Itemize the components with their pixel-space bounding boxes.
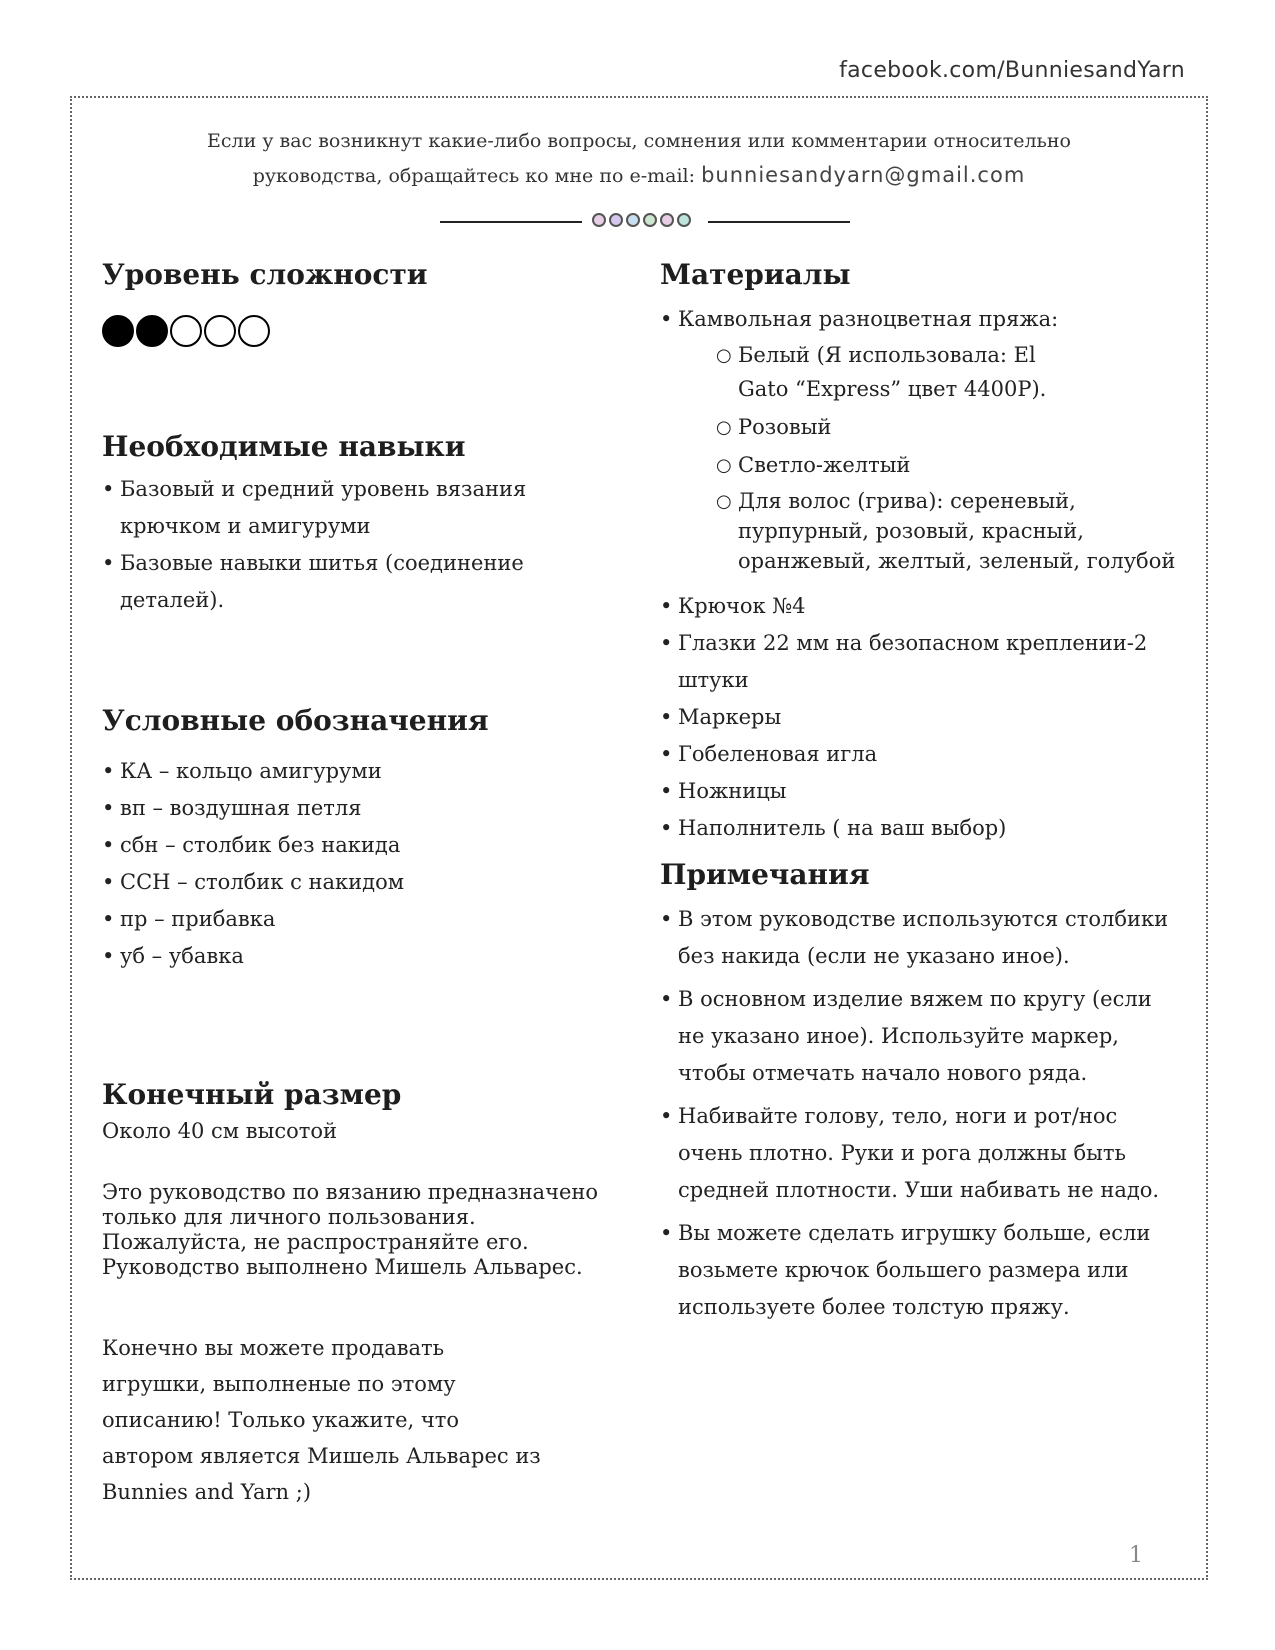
skills-list — [102, 471, 622, 619]
divider-dot-icon — [643, 213, 657, 227]
list-item: • Камвольная разноцветная пряжа: — [660, 301, 1195, 338]
list-item: • В основном изделие вяжем по кругу (если не указано иное). Используйте маркер, чтобы отмечать начало нового ряда. — [660, 981, 1180, 1092]
skills-section — [102, 430, 622, 619]
list-item: ○ Для волос (грива): сереневый, пурпурный, розовый, красный, оранжевый, желтый, зеленый, голубой — [716, 486, 1178, 576]
yarn-colors-list — [660, 338, 1195, 576]
notes-section — [660, 858, 1195, 1332]
contact-intro — [72, 124, 1206, 193]
divider-dot-icon — [592, 213, 606, 227]
divider-dot-icon — [626, 213, 640, 227]
intro-line-2-text: руководства, обращайтесь ко мне по e-mail: — [252, 165, 696, 187]
list-item: • вп – воздушная петля — [102, 790, 622, 827]
list-item: • Гобеленовая игла — [660, 736, 1195, 773]
list-item: • КА – кольцо амигуруми — [102, 753, 622, 790]
list-item: • Вы можете сделать игрушку больше, если возьмете крючок большего размера или используете более толстую пряжу. — [660, 1215, 1180, 1326]
divider-line-left — [440, 221, 582, 223]
list-item: • уб – убавка — [102, 938, 622, 975]
difficulty-empty-circle-icon — [170, 315, 202, 347]
abbreviations-list — [102, 753, 622, 975]
intro-line-1: Если у вас возникнут какие-либо вопросы, сомнения или комментарии относительно — [207, 130, 1071, 152]
divider-dot-icon — [609, 213, 623, 227]
divider-line-right — [708, 221, 850, 223]
divider-dot-icon — [660, 213, 674, 227]
size-value: Около 40 см высотой — [102, 1119, 338, 1143]
materials-section — [660, 258, 1195, 847]
list-item: • Ножницы — [660, 773, 1195, 810]
difficulty-title: Уровень сложности — [102, 258, 428, 291]
contact-email-link[interactable]: bunniesandyarn@gmail.com — [701, 163, 1026, 187]
usage-note: Это руководство по вязанию предназначено только для личного пользования. Пожалуйста, не распространяйте его. Руководство выполнено Мишель Альварес. — [102, 1180, 599, 1279]
divider-dot-icon — [677, 213, 691, 227]
list-item: • пр – прибавка — [102, 901, 622, 938]
list-item: • Наполнитель ( на ваш выбор) — [660, 810, 1195, 847]
difficulty-empty-circle-icon — [238, 315, 270, 347]
sell-note: Конечно вы можете продавать игрушки, выполненые по этому описанию! Только укажите, что автором является Мишель Альварес из Bunnies and Yarn ;) — [102, 1336, 541, 1504]
notes-list — [660, 901, 1180, 1326]
materials-yarn-list — [660, 301, 1195, 338]
list-item: ○ Белый (Я использовала: El Gato “Express” цвет 4400P). — [716, 338, 1068, 406]
list-item: • Набивайте голову, тело, ноги и рот/нос очень плотно. Руки и рога должны быть средней плотности. Уши набивать не надо. — [660, 1098, 1180, 1209]
list-item: • В этом руководстве используются столбики без накида (если не указано иное). — [660, 901, 1180, 975]
difficulty-filled-circle-icon — [102, 315, 134, 347]
page-number: 1 — [1129, 1543, 1143, 1568]
content-frame — [70, 96, 1208, 1580]
size-title: Конечный размер — [102, 1078, 402, 1111]
materials-title: Материалы — [660, 258, 851, 291]
difficulty-section — [102, 258, 622, 347]
abbreviations-section — [102, 704, 622, 975]
list-item: ○ Розовый — [716, 410, 1195, 444]
list-item: • ССН – столбик с накидом — [102, 864, 622, 901]
list-item: • сбн – столбик без накида — [102, 827, 622, 864]
list-item: ○ Светло-желтый — [716, 448, 1195, 482]
intro-line-2 — [72, 158, 1206, 193]
list-item: • Базовый и средний уровень вязания крючком и амигуруми — [102, 471, 622, 545]
materials-list — [660, 588, 1195, 847]
list-item: • Крючок №4 — [660, 588, 1195, 625]
skills-title: Необходимые навыки — [102, 430, 466, 463]
divider-dots — [592, 213, 691, 227]
list-item: • Базовые навыки шитья (соединение деталей). — [102, 545, 622, 619]
facebook-link[interactable]: facebook.com/BunniesandYarn — [839, 58, 1185, 83]
difficulty-filled-circle-icon — [136, 315, 168, 347]
notes-title: Примечания — [660, 858, 870, 891]
list-item: • Глазки 22 мм на безопасном креплении-2 штуки — [660, 625, 1195, 699]
difficulty-rating — [102, 315, 622, 347]
decorative-divider — [440, 212, 850, 232]
difficulty-empty-circle-icon — [204, 315, 236, 347]
abbreviations-title: Условные обозначения — [102, 704, 489, 737]
size-section — [102, 1078, 622, 1143]
list-item: • Маркеры — [660, 699, 1195, 736]
